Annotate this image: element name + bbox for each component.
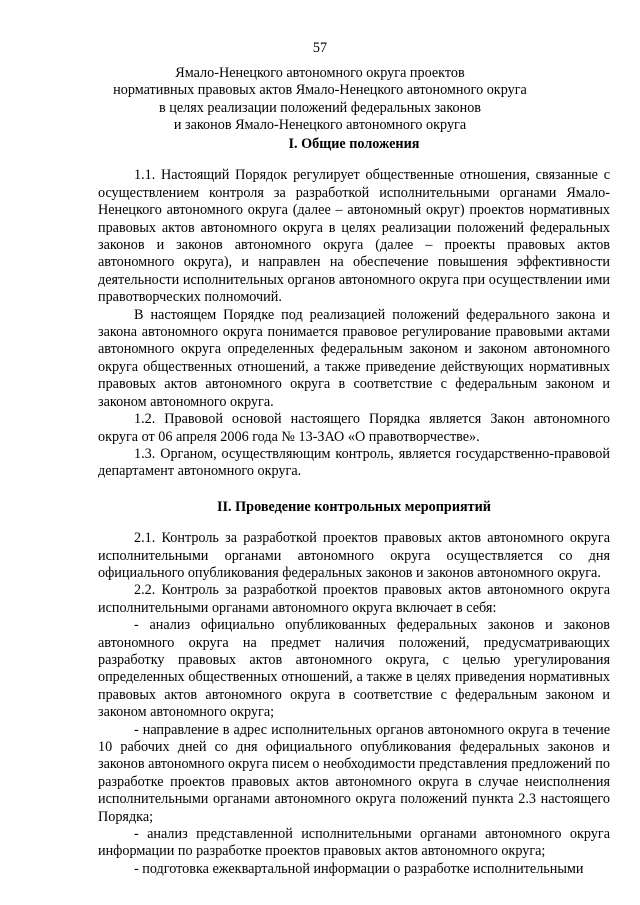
paragraph: 2.2. Контроль за разработкой проектов правовых актов автономного округа исполнительными органами автономного округа включает в себя: [98,582,610,616]
page-number: 57 [312,40,328,56]
title-line: в целях реализации положений федеральных законов [158,99,482,116]
paragraph: В настоящем Порядке под реализацией положений федерального закона и закона автономного округа понимается правовое регулирование правовыми актами автономного округа определенных федеральным законом и законом автономного округа общественных отношений, а также приведение действующих нормативных правовых актов автономного округа в соответствие с федеральным законом и законом автономного округа. [98,306,610,410]
paragraph: 1.3. Органом, осуществляющим контроль, является государственно-правовой департамент автономного округа. [98,445,610,480]
list-item: - подготовка ежеквартальной информации о разработке исполнительными [134,860,584,877]
title-line: нормативных правовых актов Ямало-Ненецкого автономного округа [113,82,527,99]
list-item: - анализ официально опубликованных федеральных законов и законов автономного округа на предмет наличия положений, предусматривающих разработку правовых актов автономного округа, с целью урегулирования определенных общественных отношений, а также в целях приведения нормативных правовых актов автономного округа в соответствие с федеральным законом и законом автономного округа; [98,617,610,721]
document-title-continuation [0,65,640,135]
list-item: - направление в адрес исполнительных органов автономного округа в течение 10 рабочих дней со дня официального опубликования федеральных законов и законов автономного округа писем о необходимости представления предложений по разработке проектов правовых актов автономного округа в случае неисполнения исполнительными органами автономного округа положений пункта 2.3 настоящего Порядка; [98,721,610,825]
section-heading: II. Проведение контрольных мероприятий [217,498,491,515]
paragraph: 1.1. Настоящий Порядок регулирует общественные отношения, связанные с осуществлением контроля за разработкой исполнительными органами Ямало-Ненецкого автономного округа (далее – автономный округ) проектов нормативных правовых актов автономного округа в целях реализации положений федеральных законов и законов автономного округа (далее – проекты правовых актов автономного округа), и направлен на обеспечение повышения эффективности деятельности исполнительных органов автономного округа при осуществлении ими правотворческих полномочий. [98,167,610,306]
title-line: и законов Ямало-Ненецкого автономного округа [173,117,467,134]
paragraph: 1.2. Правовой основой настоящего Порядка является Закон автономного округа от 06 апреля 2006 года № 13-ЗАО «О правотворчестве». [98,411,610,445]
list-item: - анализ представленной исполнительными органами автономного округа информации по разработке проектов правовых актов автономного округа; [98,826,610,860]
section-heading: I. Общие положения [288,136,420,152]
title-line: Ямало-Ненецкого автономного округа проектов [175,65,465,81]
paragraph: 2.1. Контроль за разработкой проектов правовых актов автономного округа исполнительными органами автономного округа осуществляется со дня официального опубликования федеральных законов и законов автономного округа. [98,530,610,581]
document-body [98,136,610,878]
